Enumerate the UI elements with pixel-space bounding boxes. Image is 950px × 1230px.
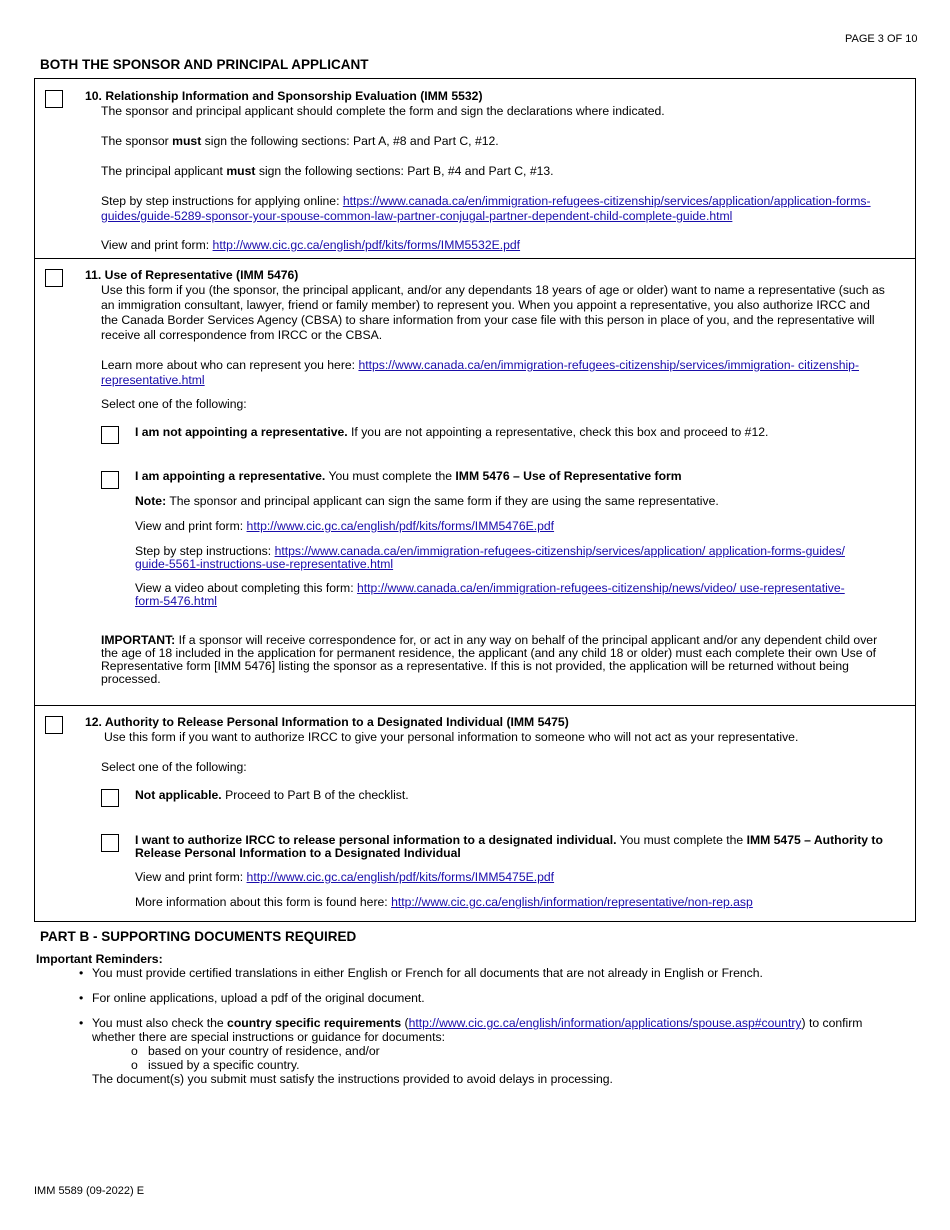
reminder-bullet-3-line-2: whether there are special instructions or guidance for documents:	[92, 1030, 445, 1044]
item11-video-line-2	[135, 594, 217, 608]
item11-opt1-checkbox[interactable]	[101, 426, 119, 444]
item10-description: The sponsor and principal applicant should complete the form and sign the declarations where indicated.	[101, 104, 665, 118]
item12-select-label: Select one of the following:	[101, 760, 247, 774]
item11-learn-link-2[interactable]: representative.html	[101, 373, 205, 387]
section-title-both: BOTH THE SPONSOR AND PRINCIPAL APPLICANT	[40, 57, 369, 72]
item10-steps-link-2[interactable]: guides/guide-5289-sponsor-your-spouse-common-law-partner-conjugal-partner-dependent-child-complete-guide.html	[101, 209, 733, 223]
reminders-title: Important Reminders:	[36, 952, 163, 966]
item10-title: 10. Relationship Information and Sponsorship Evaluation (IMM 5532)	[85, 89, 483, 103]
item11-learn-line: Learn more about who can represent you here: https://www.canada.ca/en/immigration-refugees-citizenship/services/immigration- citizenship-	[101, 358, 860, 372]
page-number: PAGE 3 OF 10	[845, 33, 918, 45]
item11-view-link[interactable]: http://www.cic.gc.ca/english/pdf/kits/forms/IMM5476E.pdf	[246, 519, 555, 533]
item11-desc-1: Use this form if you (the sponsor, the principal applicant, and/or any dependants 18 years of age or older) want to name a representative (such as	[101, 283, 885, 297]
bullet-glyph: •	[79, 966, 84, 980]
item11-video-link-2[interactable]: form-5476.html	[135, 594, 217, 608]
item11-learn-line-2	[101, 373, 205, 387]
item11-opt2-checkbox[interactable]	[101, 471, 119, 489]
item11-note: Note: The sponsor and principal applicant can sign the same form if they are using the same representative.	[135, 494, 719, 508]
item12-more-link[interactable]: http://www.cic.gc.ca/english/information/representative/non-rep.asp	[391, 895, 753, 909]
item11-opt2-label: I am appointing a representative. You must complete the IMM 5476 – Use of Representative form	[135, 469, 682, 483]
item11-view-line: View and print form: http://www.cic.gc.ca/english/pdf/kits/forms/IMM5476E.pdf	[135, 519, 555, 533]
item12-opt2-label-2: Release Personal Information to a Designated Individual	[135, 846, 461, 860]
closing-text: The document(s) you submit must satisfy the instructions provided to avoid delays in processing.	[92, 1072, 613, 1086]
circle-glyph: o	[131, 1044, 138, 1058]
item11-desc-4: receive all correspondence from IRCC or the CBSA.	[101, 328, 383, 342]
item11-opt1-label: I am not appointing a representative. If you are not appointing a representative, check this box and proceed to #12.	[135, 425, 769, 439]
item11-desc-3: the Canada Border Services Agency (CBSA) to share information from your case file with this person in place of you, and the representative will	[101, 313, 875, 327]
section-title-part-b: PART B - SUPPORTING DOCUMENTS REQUIRED	[40, 929, 357, 944]
item12-opt1-label: Not applicable. Proceed to Part B of the checklist.	[135, 788, 409, 802]
form-footer: IMM 5589 (09-2022) E	[34, 1185, 145, 1197]
item11-title: 11. Use of Representative (IMM 5476)	[85, 268, 299, 282]
item11-select-label: Select one of the following:	[101, 397, 247, 411]
country-requirements-link[interactable]: http://www.cic.gc.ca/english/information/applications/spouse.asp#country	[408, 1016, 802, 1030]
row-divider	[34, 705, 916, 706]
item12-checkbox[interactable]	[45, 716, 63, 734]
sub-item-2: o issued by a specific country.	[131, 1058, 300, 1072]
item10-steps-line-2	[101, 209, 732, 223]
circle-glyph: o	[131, 1058, 138, 1072]
reminder-bullet-1: • You must provide certified translations in either English or French for all documents that are not already in English or French.	[79, 966, 763, 980]
item12-opt1-checkbox[interactable]	[101, 789, 119, 807]
item11-steps-line: Step by step instructions: https://www.canada.ca/en/immigration-refugees-citizenship/services/application/ application-forms-guides/	[135, 544, 845, 558]
reminder-bullet-2: • For online applications, upload a pdf of the original document.	[79, 991, 425, 1005]
item11-steps-link-2[interactable]: guide-5561-instructions-use-representative.html	[135, 557, 394, 571]
item11-important-1: IMPORTANT: If a sponsor will receive correspondence for, or act in any way on behalf of the principal applicant and/or any dependent child over	[101, 633, 878, 647]
item12-view-link[interactable]: http://www.cic.gc.ca/english/pdf/kits/forms/IMM5475E.pdf	[246, 870, 555, 884]
item11-steps-link[interactable]: https://www.canada.ca/en/immigration-refugees-citizenship/services/application/ application-forms-guides/	[274, 544, 845, 558]
item11-video-line: View a video about completing this form: http://www.canada.ca/en/immigration-refugees-citizenship/news/video/ use-representative-	[135, 581, 845, 595]
item12-view-line: View and print form: http://www.cic.gc.ca/english/pdf/kits/forms/IMM5475E.pdf	[135, 870, 555, 884]
item12-opt2-label: I want to authorize IRCC to release personal information to a designated individual. You must complete the IMM 5475 – Authority to	[135, 833, 883, 847]
item12-description: Use this form if you want to authorize IRCC to give your personal information to someone who will not act as your representative.	[104, 730, 799, 744]
item11-important-4: processed.	[101, 672, 161, 686]
bullet-glyph: •	[79, 991, 84, 1005]
item10-view-line: View and print form: http://www.cic.gc.ca/english/pdf/kits/forms/IMM5532E.pdf	[101, 238, 521, 252]
item12-title: 12. Authority to Release Personal Information to a Designated Individual (IMM 5475)	[85, 715, 569, 729]
row-divider	[34, 258, 916, 259]
item10-view-link[interactable]: http://www.cic.gc.ca/english/pdf/kits/forms/IMM5532E.pdf	[212, 238, 521, 252]
item10-principal-line: The principal applicant must sign the following sections: Part B, #4 and Part C, #13.	[101, 164, 554, 178]
item10-steps-link[interactable]: https://www.canada.ca/en/immigration-refugees-citizenship/services/application/application-forms-	[342, 194, 871, 208]
item11-learn-link[interactable]: https://www.canada.ca/en/immigration-refugees-citizenship/services/immigration- citizenship-	[358, 358, 860, 372]
item11-video-link[interactable]: http://www.canada.ca/en/immigration-refugees-citizenship/news/video/ use-representative-	[356, 581, 845, 595]
item11-desc-2: an immigration consultant, lawyer, friend or family member) to represent you. When you appoint a representative, you also authorize IRCC and	[101, 298, 870, 312]
item11-important-2: the age of 18 included in the application for permanent residence, the applicant (and any child 18 or older) must each complete their own Use of	[101, 646, 877, 660]
item10-checkbox[interactable]	[45, 90, 63, 108]
item11-important-3: Representative form [IMM 5476] listing the sponsor as a representative. If this is not provided, the application will be returned without being	[101, 659, 849, 673]
bullet-glyph: •	[79, 1016, 84, 1030]
reminder-bullet-3: • You must also check the country specific requirements (http://www.cic.gc.ca/english/information/applications/spouse.asp#country) to confirm	[79, 1016, 863, 1030]
item10-steps-line: Step by step instructions for applying online: https://www.canada.ca/en/immigration-refugees-citizenship/services/application/application-forms-	[101, 194, 871, 208]
item11-checkbox[interactable]	[45, 269, 63, 287]
item10-sponsor-line: The sponsor must sign the following sections: Part A, #8 and Part C, #12.	[101, 134, 499, 148]
item11-steps-line-2	[135, 557, 393, 571]
item12-opt2-checkbox[interactable]	[101, 834, 119, 852]
item12-more-line: More information about this form is found here: http://www.cic.gc.ca/english/information/representative/non-rep.asp	[135, 895, 753, 909]
sub-item-1: o based on your country of residence, and/or	[131, 1044, 380, 1058]
